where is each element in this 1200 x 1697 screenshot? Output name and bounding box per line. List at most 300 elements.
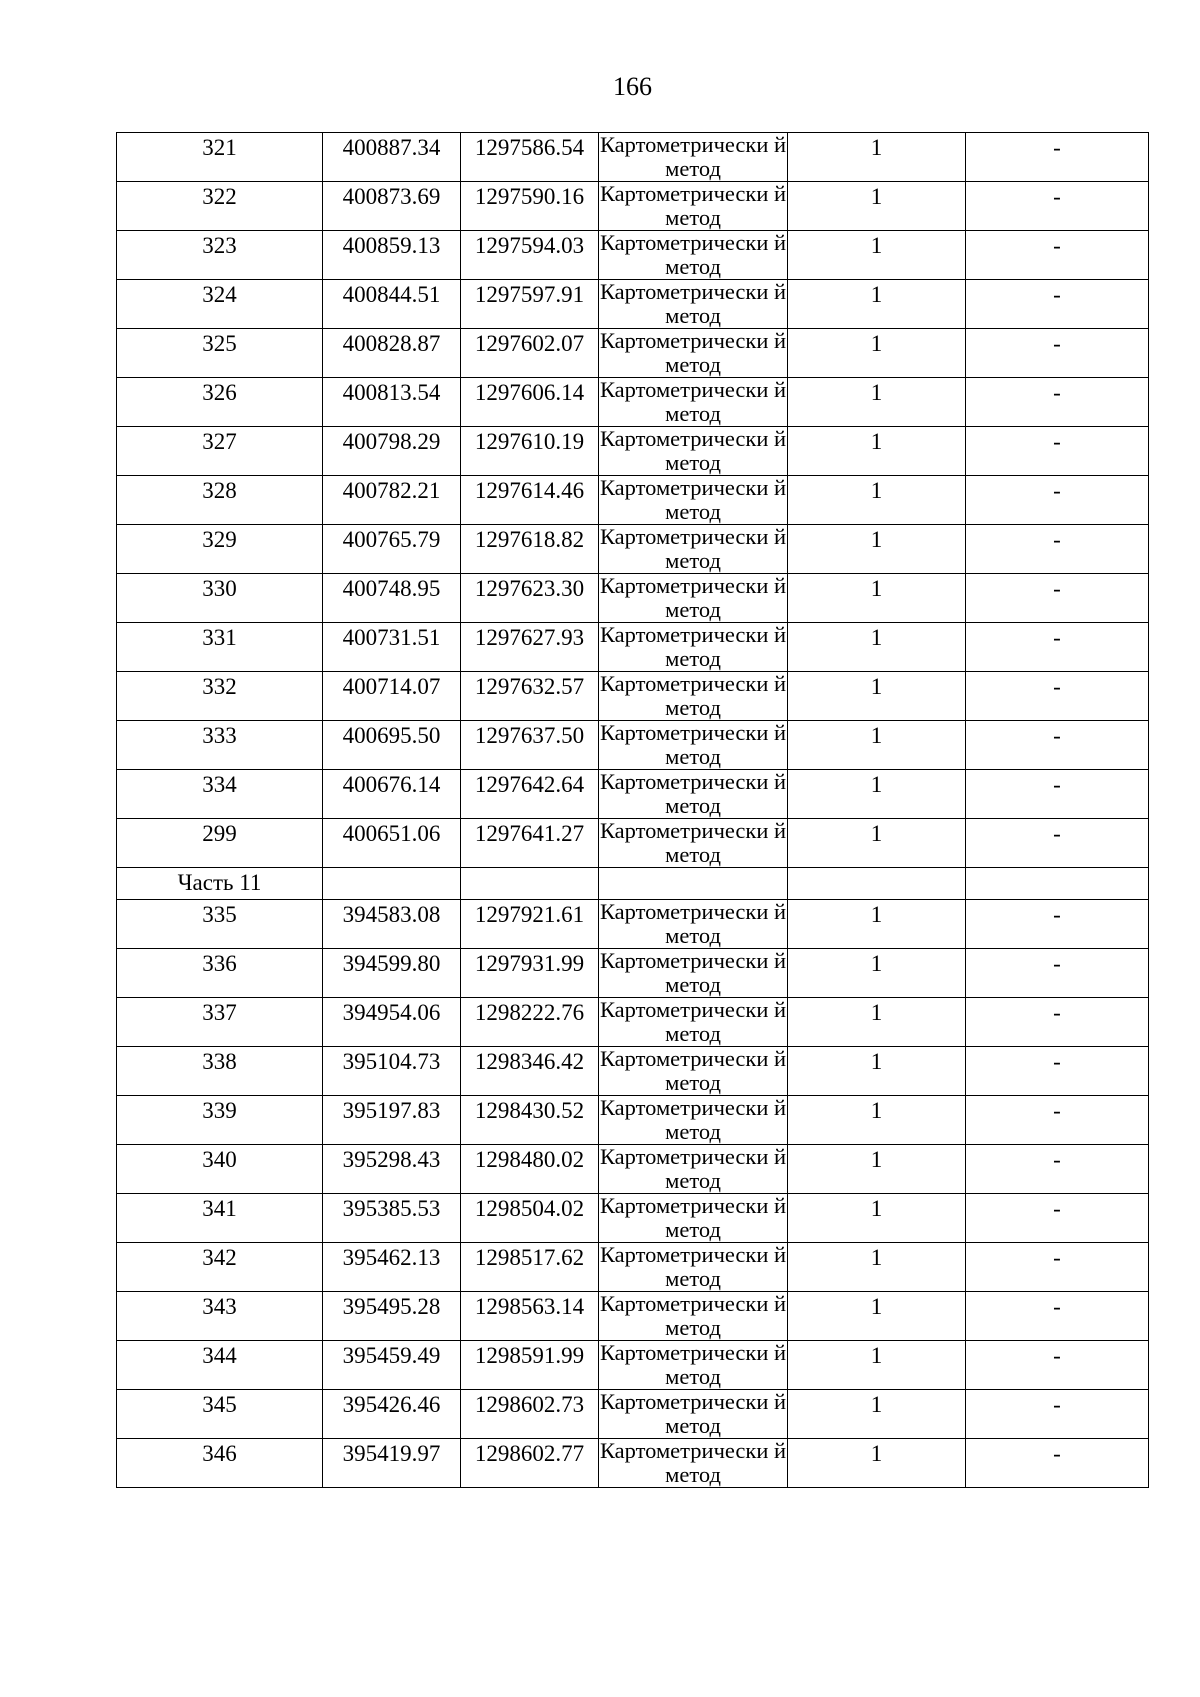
note-cell-text: - <box>1053 1000 1061 1025</box>
point-number-cell <box>117 231 323 280</box>
note-cell <box>966 998 1149 1047</box>
y-coordinate-cell-text: 1297606.14 <box>474 380 585 405</box>
accuracy-cell-text: 1 <box>870 625 883 650</box>
table-row <box>117 949 1149 998</box>
empty-cell <box>966 868 1149 900</box>
x-coordinate-cell <box>323 949 461 998</box>
point-number-cell-text: 299 <box>202 821 237 846</box>
table-row <box>117 1439 1149 1488</box>
note-cell <box>966 280 1149 329</box>
y-coordinate-cell-text: 1297931.99 <box>474 951 585 976</box>
accuracy-cell <box>788 329 966 378</box>
empty-cell <box>461 868 599 900</box>
accuracy-cell <box>788 476 966 525</box>
accuracy-cell-text: 1 <box>870 576 883 601</box>
table-row <box>117 1292 1149 1341</box>
point-number-cell-text: 333 <box>202 723 237 748</box>
y-coordinate-cell-text: 1298222.76 <box>474 1000 585 1025</box>
accuracy-cell-text: 1 <box>870 184 883 209</box>
method-cell <box>599 574 788 623</box>
point-number-cell-text: 330 <box>202 576 237 601</box>
accuracy-cell-text: 1 <box>870 674 883 699</box>
y-coordinate-cell-text: 1298602.77 <box>474 1441 585 1466</box>
point-number-cell <box>117 949 323 998</box>
point-number-cell <box>117 1439 323 1488</box>
note-cell <box>966 721 1149 770</box>
point-number-cell <box>117 721 323 770</box>
x-coordinate-cell <box>323 280 461 329</box>
note-cell <box>966 1096 1149 1145</box>
y-coordinate-cell-text: 1297586.54 <box>474 135 585 160</box>
method-cell-text: Картометрически й метод <box>599 377 787 426</box>
table-row <box>117 1047 1149 1096</box>
table-row <box>117 900 1149 949</box>
x-coordinate-cell-text: 395385.53 <box>342 1196 441 1221</box>
accuracy-cell-text: 1 <box>870 1343 883 1368</box>
table-row <box>117 133 1149 182</box>
method-cell <box>599 1390 788 1439</box>
method-cell-text: Картометрически й метод <box>599 622 787 671</box>
method-cell-text: Картометрически й метод <box>599 1095 787 1144</box>
method-cell-text: Картометрически й метод <box>599 899 787 948</box>
accuracy-cell-text: 1 <box>870 1294 883 1319</box>
method-cell-text: Картометрически й метод <box>599 230 787 279</box>
method-cell-text: Картометрически й метод <box>599 720 787 769</box>
point-number-cell-text: 329 <box>202 527 237 552</box>
point-number-cell <box>117 1047 323 1096</box>
x-coordinate-cell-text: 395298.43 <box>342 1147 441 1172</box>
method-cell-text: Картометрически й метод <box>599 1389 787 1438</box>
accuracy-cell <box>788 1243 966 1292</box>
accuracy-cell-text: 1 <box>870 821 883 846</box>
method-cell <box>599 672 788 721</box>
note-cell-text: - <box>1053 527 1061 552</box>
method-cell-text: Картометрически й метод <box>599 1340 787 1389</box>
note-cell <box>966 1292 1149 1341</box>
method-cell <box>599 1243 788 1292</box>
x-coordinate-cell <box>323 182 461 231</box>
y-coordinate-cell <box>461 525 599 574</box>
x-coordinate-cell-text: 400765.79 <box>342 527 441 552</box>
y-coordinate-cell-text: 1297594.03 <box>474 233 585 258</box>
method-cell <box>599 1047 788 1096</box>
method-cell <box>599 1096 788 1145</box>
method-cell <box>599 770 788 819</box>
point-number-cell-text: 341 <box>202 1196 237 1221</box>
table-row <box>117 770 1149 819</box>
accuracy-cell-text: 1 <box>870 282 883 307</box>
method-cell-text: Картометрически й метод <box>599 1144 787 1193</box>
method-cell-text: Картометрически й метод <box>599 1242 787 1291</box>
note-cell-text: - <box>1053 1196 1061 1221</box>
note-cell-text: - <box>1053 1392 1061 1417</box>
accuracy-cell <box>788 574 966 623</box>
accuracy-cell <box>788 672 966 721</box>
y-coordinate-cell-text: 1297642.64 <box>474 772 585 797</box>
method-cell <box>599 900 788 949</box>
point-number-cell-text: 346 <box>202 1441 237 1466</box>
point-number-cell-text: 344 <box>202 1343 237 1368</box>
accuracy-cell-text: 1 <box>870 723 883 748</box>
point-number-cell <box>117 329 323 378</box>
point-number-cell-text: 325 <box>202 331 237 356</box>
method-cell <box>599 427 788 476</box>
note-cell-text: - <box>1053 380 1061 405</box>
point-number-cell-text: 331 <box>202 625 237 650</box>
method-cell <box>599 280 788 329</box>
coordinates-table <box>116 132 1149 1488</box>
method-cell-text: Картометрически й метод <box>599 1438 787 1487</box>
method-cell <box>599 133 788 182</box>
point-number-cell-text: 345 <box>202 1392 237 1417</box>
method-cell-text: Картометрически й метод <box>599 818 787 867</box>
table-row <box>117 378 1149 427</box>
point-number-cell-text: 323 <box>202 233 237 258</box>
point-number-cell-text: 339 <box>202 1098 237 1123</box>
y-coordinate-cell <box>461 1047 599 1096</box>
note-cell-text: - <box>1053 233 1061 258</box>
method-cell <box>599 1439 788 1488</box>
method-cell-text: Картометрически й метод <box>599 769 787 818</box>
table-row <box>117 1096 1149 1145</box>
method-cell-text: Картометрически й метод <box>599 1291 787 1340</box>
accuracy-cell <box>788 819 966 868</box>
method-cell-text: Картометрически й метод <box>599 524 787 573</box>
note-cell-text: - <box>1053 576 1061 601</box>
y-coordinate-cell-text: 1298480.02 <box>474 1147 585 1172</box>
point-number-cell <box>117 1390 323 1439</box>
accuracy-cell-text: 1 <box>870 429 883 454</box>
method-cell-text: Картометрически й метод <box>599 1193 787 1242</box>
y-coordinate-cell <box>461 721 599 770</box>
accuracy-cell-text: 1 <box>870 1196 883 1221</box>
y-coordinate-cell <box>461 998 599 1047</box>
y-coordinate-cell-text: 1298602.73 <box>474 1392 585 1417</box>
x-coordinate-cell-text: 400859.13 <box>342 233 441 258</box>
table-row <box>117 1194 1149 1243</box>
table-row <box>117 231 1149 280</box>
x-coordinate-cell <box>323 770 461 819</box>
x-coordinate-cell-text: 400782.21 <box>342 478 441 503</box>
point-number-cell <box>117 525 323 574</box>
x-coordinate-cell-text: 395495.28 <box>342 1294 441 1319</box>
method-cell <box>599 998 788 1047</box>
y-coordinate-cell-text: 1298563.14 <box>474 1294 585 1319</box>
point-number-cell-text: 338 <box>202 1049 237 1074</box>
point-number-cell-text: 324 <box>202 282 237 307</box>
method-cell <box>599 949 788 998</box>
x-coordinate-cell-text: 400731.51 <box>342 625 441 650</box>
note-cell-text: - <box>1053 723 1061 748</box>
x-coordinate-cell <box>323 1341 461 1390</box>
point-number-cell-text: 321 <box>202 135 237 160</box>
accuracy-cell <box>788 378 966 427</box>
note-cell <box>966 1145 1149 1194</box>
note-cell <box>966 525 1149 574</box>
method-cell-text: Картометрически й метод <box>599 573 787 622</box>
accuracy-cell-text: 1 <box>870 331 883 356</box>
x-coordinate-cell-text: 394583.08 <box>342 902 441 927</box>
x-coordinate-cell-text: 395197.83 <box>342 1098 441 1123</box>
table-row <box>117 819 1149 868</box>
note-cell-text: - <box>1053 951 1061 976</box>
note-cell <box>966 819 1149 868</box>
section-label <box>117 868 323 900</box>
x-coordinate-cell <box>323 1292 461 1341</box>
y-coordinate-cell-text: 1297597.91 <box>474 282 585 307</box>
note-cell <box>966 949 1149 998</box>
x-coordinate-cell-text: 400748.95 <box>342 576 441 601</box>
x-coordinate-cell <box>323 623 461 672</box>
empty-cell <box>323 868 461 900</box>
method-cell <box>599 476 788 525</box>
y-coordinate-cell <box>461 672 599 721</box>
section-label-text: Часть 11 <box>177 870 262 895</box>
table-row <box>117 182 1149 231</box>
table-row <box>117 329 1149 378</box>
y-coordinate-cell-text: 1298504.02 <box>474 1196 585 1221</box>
accuracy-cell <box>788 900 966 949</box>
x-coordinate-cell <box>323 427 461 476</box>
method-cell <box>599 1292 788 1341</box>
accuracy-cell-text: 1 <box>870 1147 883 1172</box>
note-cell <box>966 133 1149 182</box>
table-row <box>117 1390 1149 1439</box>
note-cell-text: - <box>1053 1098 1061 1123</box>
accuracy-cell <box>788 133 966 182</box>
x-coordinate-cell-text: 395426.46 <box>342 1392 441 1417</box>
x-coordinate-cell <box>323 525 461 574</box>
accuracy-cell <box>788 949 966 998</box>
y-coordinate-cell-text: 1297641.27 <box>474 821 585 846</box>
accuracy-cell <box>788 525 966 574</box>
accuracy-cell-text: 1 <box>870 478 883 503</box>
x-coordinate-cell <box>323 476 461 525</box>
x-coordinate-cell-text: 400651.06 <box>342 821 441 846</box>
note-cell-text: - <box>1053 902 1061 927</box>
point-number-cell <box>117 1194 323 1243</box>
accuracy-cell <box>788 231 966 280</box>
x-coordinate-cell-text: 394599.80 <box>342 951 441 976</box>
table-row <box>117 525 1149 574</box>
y-coordinate-cell <box>461 819 599 868</box>
y-coordinate-cell <box>461 329 599 378</box>
y-coordinate-cell-text: 1298591.99 <box>474 1343 585 1368</box>
method-cell-text: Картометрически й метод <box>599 1046 787 1095</box>
accuracy-cell-text: 1 <box>870 1245 883 1270</box>
point-number-cell <box>117 133 323 182</box>
point-number-cell <box>117 623 323 672</box>
y-coordinate-cell-text: 1297610.19 <box>474 429 585 454</box>
accuracy-cell-text: 1 <box>870 380 883 405</box>
method-cell <box>599 329 788 378</box>
note-cell-text: - <box>1053 625 1061 650</box>
method-cell <box>599 182 788 231</box>
table-row <box>117 280 1149 329</box>
y-coordinate-cell <box>461 949 599 998</box>
accuracy-cell <box>788 721 966 770</box>
accuracy-cell-text: 1 <box>870 1000 883 1025</box>
accuracy-cell <box>788 1341 966 1390</box>
accuracy-cell-text: 1 <box>870 1098 883 1123</box>
y-coordinate-cell-text: 1297921.61 <box>474 902 585 927</box>
x-coordinate-cell <box>323 1047 461 1096</box>
point-number-cell-text: 332 <box>202 674 237 699</box>
x-coordinate-cell <box>323 378 461 427</box>
accuracy-cell <box>788 1390 966 1439</box>
accuracy-cell-text: 1 <box>870 233 883 258</box>
note-cell <box>966 623 1149 672</box>
y-coordinate-cell <box>461 476 599 525</box>
point-number-cell <box>117 476 323 525</box>
method-cell <box>599 721 788 770</box>
y-coordinate-cell <box>461 900 599 949</box>
x-coordinate-cell-text: 400813.54 <box>342 380 441 405</box>
coordinates-table-body <box>117 133 1149 1488</box>
x-coordinate-cell-text: 400828.87 <box>342 331 441 356</box>
x-coordinate-cell <box>323 1439 461 1488</box>
accuracy-cell-text: 1 <box>870 951 883 976</box>
x-coordinate-cell-text: 395419.97 <box>342 1441 441 1466</box>
method-cell-text: Картометрически й метод <box>599 426 787 475</box>
note-cell-text: - <box>1053 821 1061 846</box>
table-row <box>117 721 1149 770</box>
note-cell <box>966 1047 1149 1096</box>
y-coordinate-cell <box>461 427 599 476</box>
method-cell <box>599 525 788 574</box>
x-coordinate-cell <box>323 721 461 770</box>
table-row <box>117 1243 1149 1292</box>
table-row <box>117 1341 1149 1390</box>
x-coordinate-cell-text: 400887.34 <box>342 135 441 160</box>
method-cell-text: Картометрически й метод <box>599 181 787 230</box>
point-number-cell-text: 326 <box>202 380 237 405</box>
point-number-cell <box>117 378 323 427</box>
accuracy-cell <box>788 998 966 1047</box>
note-cell-text: - <box>1053 331 1061 356</box>
point-number-cell <box>117 427 323 476</box>
note-cell-text: - <box>1053 1245 1061 1270</box>
method-cell <box>599 819 788 868</box>
y-coordinate-cell <box>461 1292 599 1341</box>
y-coordinate-cell <box>461 574 599 623</box>
x-coordinate-cell-text: 400844.51 <box>342 282 441 307</box>
point-number-cell <box>117 280 323 329</box>
x-coordinate-cell <box>323 1390 461 1439</box>
note-cell <box>966 476 1149 525</box>
point-number-cell <box>117 672 323 721</box>
x-coordinate-cell <box>323 329 461 378</box>
note-cell-text: - <box>1053 135 1061 160</box>
method-cell-text: Картометрически й метод <box>599 475 787 524</box>
x-coordinate-cell <box>323 133 461 182</box>
note-cell-text: - <box>1053 184 1061 209</box>
note-cell <box>966 1194 1149 1243</box>
x-coordinate-cell-text: 395104.73 <box>342 1049 441 1074</box>
note-cell <box>966 1439 1149 1488</box>
table-row <box>117 476 1149 525</box>
note-cell <box>966 427 1149 476</box>
y-coordinate-cell-text: 1298430.52 <box>474 1098 585 1123</box>
note-cell <box>966 770 1149 819</box>
method-cell <box>599 231 788 280</box>
accuracy-cell <box>788 1292 966 1341</box>
section-label-row <box>117 868 1149 900</box>
y-coordinate-cell-text: 1297627.93 <box>474 625 585 650</box>
point-number-cell-text: 322 <box>202 184 237 209</box>
x-coordinate-cell-text: 400714.07 <box>342 674 441 699</box>
point-number-cell-text: 327 <box>202 429 237 454</box>
method-cell <box>599 1145 788 1194</box>
note-cell <box>966 574 1149 623</box>
x-coordinate-cell-text: 400798.29 <box>342 429 441 454</box>
y-coordinate-cell <box>461 133 599 182</box>
note-cell <box>966 1390 1149 1439</box>
accuracy-cell <box>788 1047 966 1096</box>
note-cell-text: - <box>1053 674 1061 699</box>
method-cell <box>599 623 788 672</box>
method-cell-text: Картометрически й метод <box>599 132 787 181</box>
note-cell <box>966 672 1149 721</box>
x-coordinate-cell <box>323 574 461 623</box>
method-cell <box>599 378 788 427</box>
method-cell-text: Картометрически й метод <box>599 671 787 720</box>
point-number-cell <box>117 1243 323 1292</box>
accuracy-cell-text: 1 <box>870 1392 883 1417</box>
point-number-cell <box>117 574 323 623</box>
accuracy-cell-text: 1 <box>870 135 883 160</box>
method-cell-text: Картометрически й метод <box>599 948 787 997</box>
accuracy-cell <box>788 1194 966 1243</box>
y-coordinate-cell-text: 1297623.30 <box>474 576 585 601</box>
note-cell <box>966 182 1149 231</box>
note-cell-text: - <box>1053 772 1061 797</box>
y-coordinate-cell <box>461 1439 599 1488</box>
note-cell-text: - <box>1053 478 1061 503</box>
accuracy-cell-text: 1 <box>870 527 883 552</box>
note-cell-text: - <box>1053 282 1061 307</box>
y-coordinate-cell-text: 1297637.50 <box>474 723 585 748</box>
x-coordinate-cell <box>323 1194 461 1243</box>
y-coordinate-cell <box>461 231 599 280</box>
note-cell-text: - <box>1053 1147 1061 1172</box>
point-number-cell-text: 342 <box>202 1245 237 1270</box>
note-cell <box>966 1243 1149 1292</box>
y-coordinate-cell <box>461 280 599 329</box>
point-number-cell <box>117 1145 323 1194</box>
point-number-cell-text: 328 <box>202 478 237 503</box>
y-coordinate-cell <box>461 378 599 427</box>
note-cell-text: - <box>1053 1343 1061 1368</box>
note-cell <box>966 900 1149 949</box>
x-coordinate-cell <box>323 1096 461 1145</box>
y-coordinate-cell <box>461 182 599 231</box>
y-coordinate-cell <box>461 1341 599 1390</box>
accuracy-cell-text: 1 <box>870 772 883 797</box>
point-number-cell-text: 340 <box>202 1147 237 1172</box>
x-coordinate-cell-text: 400695.50 <box>342 723 441 748</box>
point-number-cell-text: 343 <box>202 1294 237 1319</box>
method-cell-text: Картометрически й метод <box>599 997 787 1046</box>
x-coordinate-cell <box>323 1145 461 1194</box>
x-coordinate-cell <box>323 900 461 949</box>
x-coordinate-cell <box>323 819 461 868</box>
x-coordinate-cell-text: 395459.49 <box>342 1343 441 1368</box>
table-row <box>117 427 1149 476</box>
y-coordinate-cell <box>461 1096 599 1145</box>
y-coordinate-cell-text: 1298517.62 <box>474 1245 585 1270</box>
x-coordinate-cell-text: 400676.14 <box>342 772 441 797</box>
